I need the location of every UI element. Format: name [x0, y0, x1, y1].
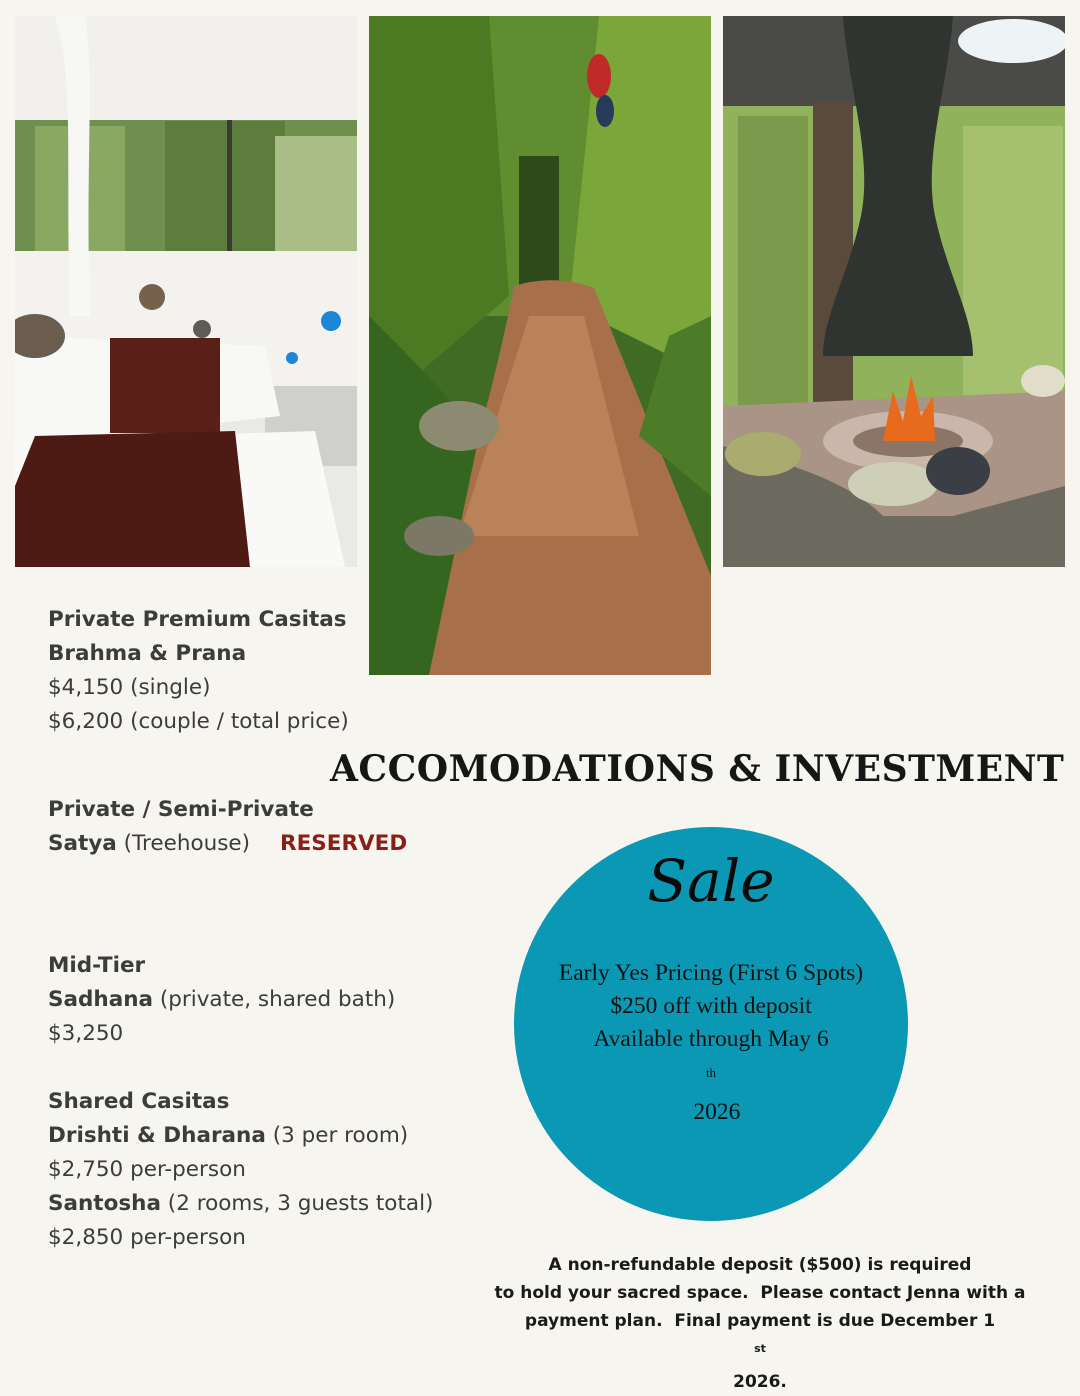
tier-shared-room2-name: Santosha: [48, 1191, 161, 1216]
tier-premium-heading: Private Premium Casitas: [48, 607, 347, 632]
tier-shared-room1-name: Drishti & Dharana: [48, 1123, 266, 1148]
deposit-line-3: [480, 1307, 1040, 1396]
tier-shared-heading: Shared Casitas: [48, 1089, 230, 1114]
sale-line-early-yes: Early Yes Pricing (First 6 Spots): [558, 960, 864, 986]
tier-mid-heading: Mid-Tier: [48, 953, 146, 978]
tier-semi-room-detail: (Treehouse): [116, 831, 251, 856]
tier-mid: [48, 949, 395, 1051]
tier-shared: [48, 1085, 433, 1255]
sale-details: [514, 957, 908, 1129]
tier-shared-room1-detail: (3 per room): [265, 1123, 409, 1148]
tier-shared-room1: [48, 1119, 433, 1153]
tier-shared-room2: [48, 1187, 433, 1221]
tier-shared-room1-price: $2,750 per-person: [48, 1157, 246, 1182]
sale-circle: [514, 827, 908, 1221]
tier-mid-room: [48, 983, 395, 1017]
tier-premium-names: Brahma & Prana: [48, 641, 247, 666]
deposit-note: [480, 1251, 1040, 1396]
sale-line-discount: $250 off with deposit: [610, 993, 812, 1019]
tier-shared-room2-price: $2,850 per-person: [48, 1225, 246, 1250]
deposit-line-3-year: 2026.: [733, 1371, 787, 1392]
jungle-path-photo: [369, 16, 711, 675]
deposit-line-3-text: payment plan. Final payment is due December 1: [524, 1311, 996, 1331]
tier-premium-price-couple: $6,200 (couple / total price): [48, 709, 349, 734]
tier-shared-room2-detail: (2 rooms, 3 guests total): [160, 1191, 434, 1216]
tier-semi-heading: Private / Semi-Private: [48, 797, 314, 822]
tier-semi-room: [48, 827, 407, 861]
sale-availability-text: Available through May 6: [593, 1026, 829, 1052]
sale-script-heading: Sale: [647, 847, 775, 915]
tier-premium-price-single: $4,150 (single): [48, 675, 211, 700]
page-title: ACCOMODATIONS & INVESTMENT: [330, 748, 1065, 790]
tier-mid-room-name: Sadhana: [48, 987, 154, 1012]
reserved-badge: RESERVED: [280, 831, 408, 856]
tier-premium: [48, 603, 349, 739]
sale-availability-year: 2026: [681, 1098, 741, 1125]
deposit-line-2: to hold your sacred space. Please contact Jenna with a: [494, 1283, 1026, 1303]
deposit-line-1: A non-refundable deposit ($500) is required: [548, 1255, 972, 1275]
tier-mid-room-detail: (private, shared bath): [153, 987, 396, 1012]
fire-pit-lounge-photo: [723, 16, 1065, 567]
deposit-line-3-suffix: st: [754, 1342, 766, 1355]
tier-semi-room-name: Satya: [48, 831, 117, 856]
tier-semi-private: [48, 793, 407, 861]
casita-bedroom-photo: [15, 16, 357, 567]
sale-availability-suffix: th: [705, 1065, 717, 1080]
sale-line-availability: [514, 1023, 908, 1129]
tier-mid-price: $3,250: [48, 1021, 124, 1046]
